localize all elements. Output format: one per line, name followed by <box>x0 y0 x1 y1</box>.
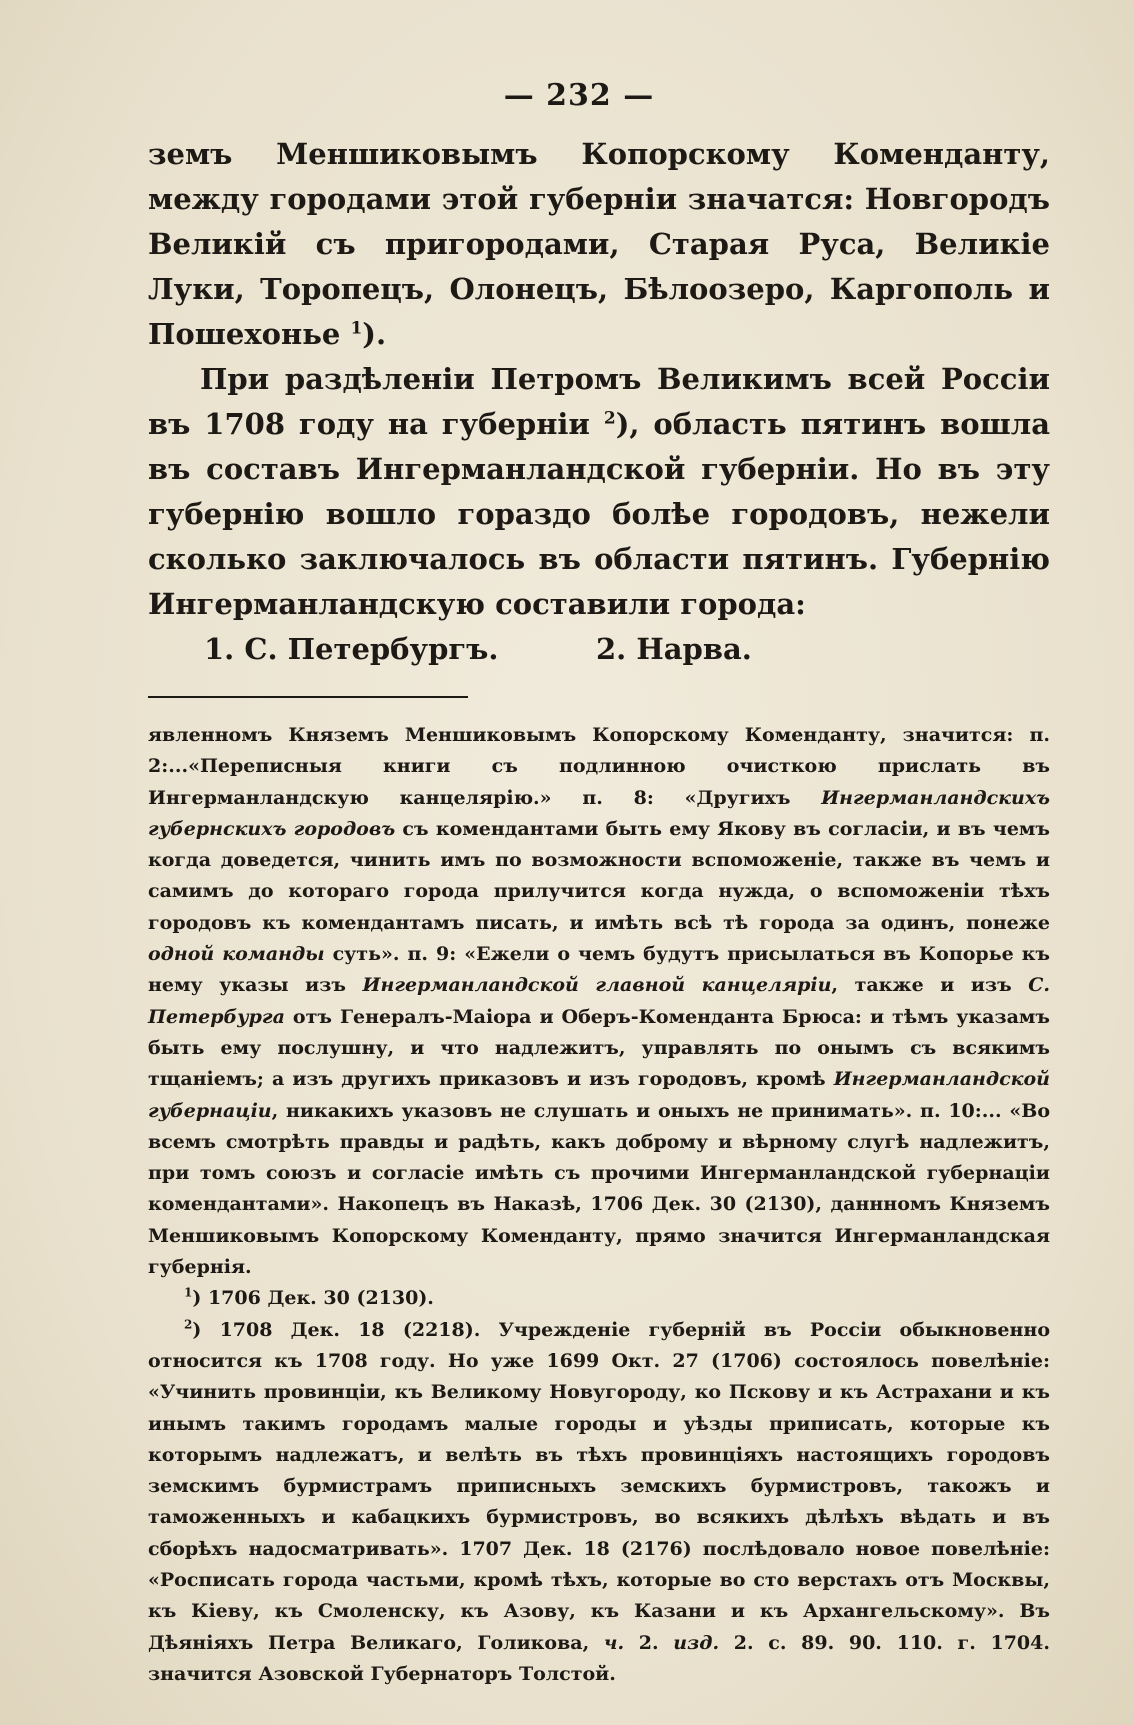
footnote-2-marker: 2 <box>184 1317 193 1332</box>
footnote-italic: Ингерманландской главной канцеляріи <box>362 974 832 997</box>
footnote-divider <box>148 696 468 698</box>
footnote-text: отъ Генералъ-Маіора и Оберъ-Коменданта Брюса: и тѣмъ указамъ быть ему послушну, и что надлежитъ, управлять по онымъ съ всякимъ тщаніемъ; а изъ другихъ приказовъ и изъ городовъ, кромѣ <box>148 1005 1050 1091</box>
footnote-2-text: 2. <box>624 1631 674 1654</box>
city-list-item-1: 1. С. Петербургъ. <box>204 632 499 666</box>
footnote-ref-1: 1 <box>350 318 363 339</box>
page-number: — 232 — <box>503 78 655 113</box>
footnote-italic: Ингерманландскихъ губернскихъ городовъ <box>148 786 1050 840</box>
paragraph-1-text: земъ Меншиковымъ Копорскому Коменданту, между городами этой губерніи значатся: Новгородъ Великій съ пригородами, Старая Руса, Великіе Луки, Торопецъ, Олонецъ, Бѣлоозеро, Каргополь и Пошехонье <box>148 137 1050 351</box>
footnote-italic: одной команды <box>148 943 325 966</box>
city-list <box>148 627 1050 672</box>
footnote-2 <box>148 1315 1050 1691</box>
paragraph-2-text-b: ), область пятинъ вошла въ составъ Ингерманландской губерніи. Но въ эту губернію вошло гораздо болѣе городовъ, нежели сколько заключалось въ области пятинъ. Губернію Ингерманландскую составили города: <box>148 407 1050 621</box>
footnote-1 <box>148 1283 1050 1314</box>
footnote-italic: С. Петербурга <box>148 974 1050 1028</box>
footnote-text: явленномъ Княземъ Меншиковымъ Копорскому Коменданту, значится: п. 2:...«Переписныя книги съ подлинною очисткою прислать въ Ингерманландскую канцелярію.» п. 8: «Другихъ <box>148 724 1050 809</box>
footnote-text: , никакихъ указовъ не слушать и оныхъ не принимать». п. 10:... «Во всемъ смотрѣть правды и радѣть, какъ доброму и вѣрному слугѣ надлежитъ, при томъ союзъ и согласіе имѣть съ прочими Ингерманландской губернаціи комендантами». Накопецъ въ Наказѣ, 1706 Дек. 30 (2130), даннномъ Княземъ Меншиковымъ Копорскому Коменданту, прямо значится Ингерманландская губернія. <box>148 1099 1050 1279</box>
footnote-1-text: ) 1706 Дек. 30 (2130). <box>192 1287 434 1310</box>
city-list-item-2: 2. Нарва. <box>596 632 752 666</box>
footnote-2-italic: ч. <box>603 1631 625 1654</box>
footnote-italic: Ингерманландской губернаціи <box>148 1068 1050 1122</box>
paragraph-1 <box>148 132 1050 357</box>
footnote-2-italic: изд. <box>673 1631 720 1654</box>
footnote-2-text: 2. с. 89. 90. 110. г. 1704. значится Азовской Губернаторъ Толстой. <box>148 1631 1050 1685</box>
footnote-text: , также и изъ <box>831 974 1029 997</box>
footnote-1-marker: 1 <box>184 1286 193 1301</box>
paragraph-2-text-a: При раздѣленіи Петромъ Великимъ всей Россіи въ 1708 году на губерніи <box>148 362 1050 441</box>
footnotes <box>148 720 1050 1690</box>
footnote-2-text: ) 1708 Дек. 18 (2218). Учрежденіе губерній въ Россіи обыкновенно относится къ 1708 году. Но уже 1699 Окт. 27 (1706) состоялось повелѣніе: «Учинить провинціи, къ Великому Новугороду, ко Пскову и къ Астрахани и къ инымъ такимъ городамъ малые городы и уѣзды приписать, которые къ которымъ надлежатъ, и велѣть въ тѣхъ провинціяхъ настоящихъ городовъ земскимъ бурмистрамъ приписныхъ земскихъ бурмистровъ, такожъ и таможенныхъ и кабацкихъ бурмистровъ, во всякихъ дѣлѣхъ вѣдать и въ сборѣхъ надосматривать». 1707 Дек. 18 (2176) послѣдовало новое повелѣніе: «Росписать города частьми, кромѣ тѣхъ, которые во сто верстахъ отъ Москвы, къ Кіеву, къ Смоленску, къ Азову, къ Казани и къ Архангельскому». Въ Дѣяніяхъ Петра Великаго, Голикова, <box>148 1318 1050 1654</box>
paragraph-1-end: ). <box>362 317 387 351</box>
paragraph-2 <box>148 357 1050 627</box>
footnote-text: съ комендантами быть ему Якову въ согласіи, и въ чемъ когда доведется, чинить имъ по возможности вспоможеніе, также въ чемъ и самимъ до котораго города прилучится когда нужда, о вспоможеніи тѣхъ городовъ къ комендантамъ писать, и имѣть всѣ тѣ города за одинъ, понеже <box>148 817 1050 934</box>
footnote-continued <box>148 720 1050 1283</box>
footnote-ref-2: 2 <box>603 408 616 429</box>
main-text <box>148 132 1050 672</box>
footnote-text: суть». п. 9: «Ежели о чемъ будутъ присылаться въ Копорье къ нему указы изъ <box>148 943 1050 997</box>
